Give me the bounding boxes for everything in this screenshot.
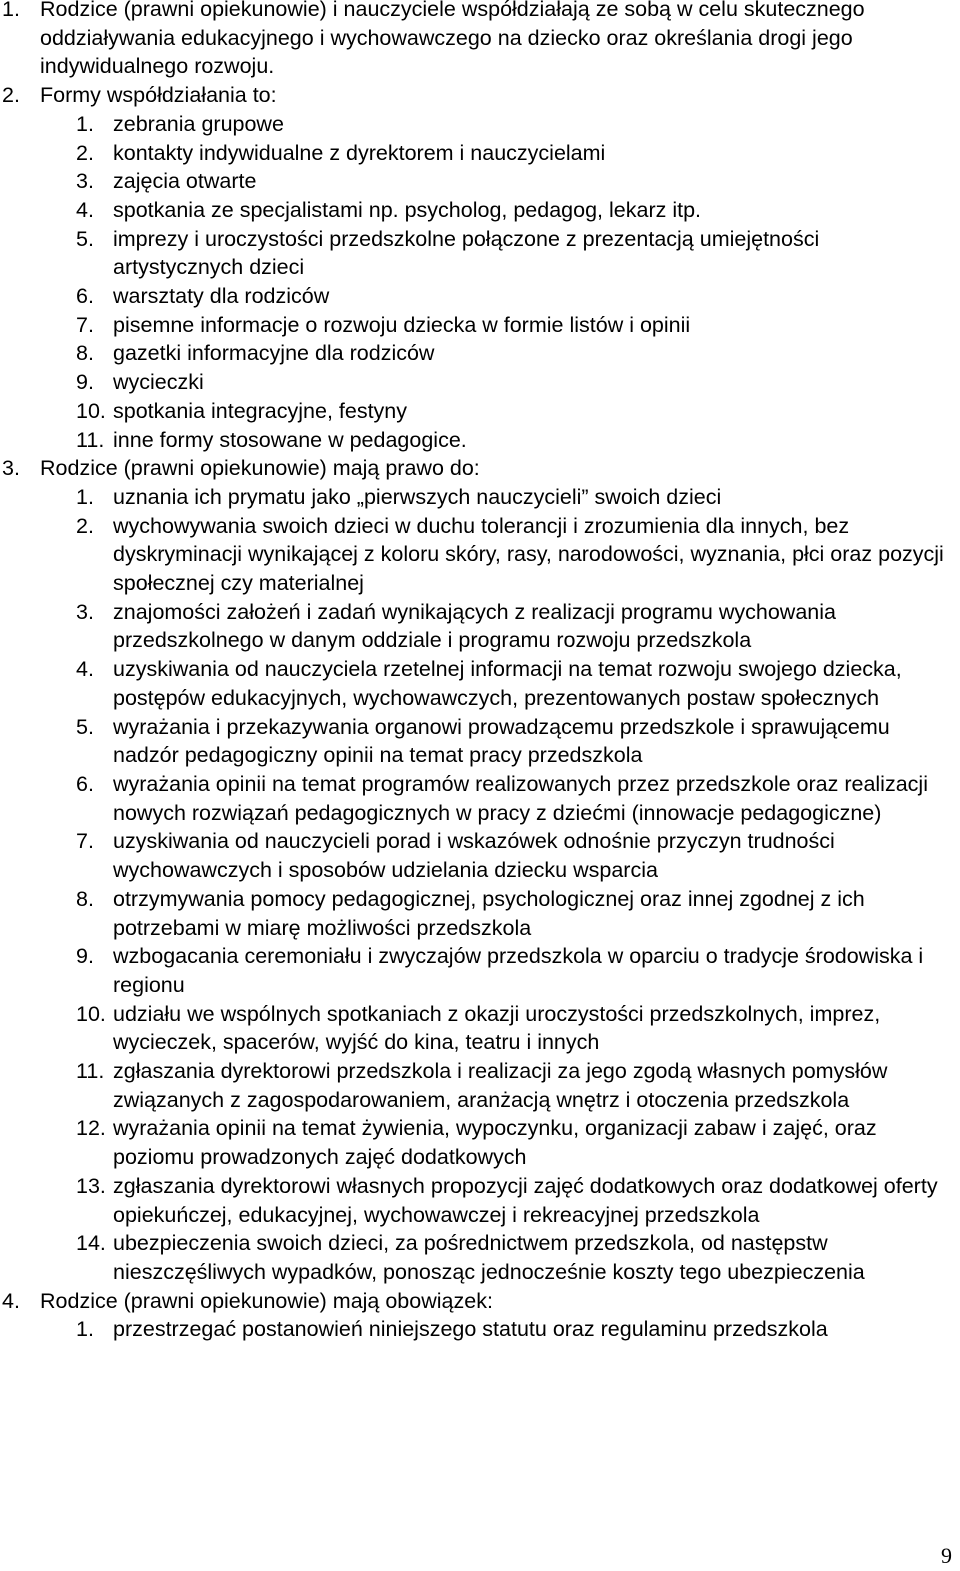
list-item: [0, 311, 960, 340]
item-number: 2.: [76, 513, 94, 538]
item-text: inne formy stosowane w pedagogice.: [113, 427, 467, 452]
list-item: [0, 110, 960, 139]
item-text: udziału we wspólnych spotkaniach z okazji uroczystości przedszkolnych, imprez, wycieczek, spacerów, wyjść do kina, teatru i innych: [113, 1001, 881, 1055]
item-text: ubezpieczenia swoich dzieci, za pośrednictwem przedszkola, od następstw nieszczęśliwych wypadków, ponosząc jednocześnie koszty tego ubezpieczenia: [113, 1231, 865, 1284]
item-number: 11.: [76, 1059, 105, 1084]
list-item: [0, 1057, 960, 1114]
item-number: 5.: [76, 226, 94, 251]
section-item: [0, 0, 960, 81]
item-text: spotkania integracyjne, festyny: [113, 398, 407, 423]
list-item: [0, 196, 960, 225]
item-text: wyrażania i przekazywania organowi prowadzącemu przedszkole i sprawującemu nadzór pedagogiczny opinii na temat pracy przedszkola: [113, 714, 890, 768]
list-item: [0, 1114, 960, 1171]
list-item: [0, 942, 960, 999]
item-number: 4.: [76, 197, 94, 222]
item-number: 13.: [76, 1173, 106, 1198]
item-text: pisemne informacje o rozwoju dziecka w formie listów i opinii: [113, 312, 691, 337]
item-text: wyrażania opinii na temat programów realizowanych przez przedszkole oraz realizacji nowych rozwiązań pedagogicznych w pracy z dziećmi (innowacje pedagogiczne): [113, 771, 928, 825]
item-text: zgłaszania dyrektorowi własnych propozycji zajęć dodatkowych oraz dodatkowej oferty opiekuńczej, edukacyjnej, wychowawczej i rekreacyjnej przedszkola: [113, 1173, 938, 1227]
item-text: znajomości założeń i zadań wynikających z realizacji programu wychowania przedszkolnego w danym oddziale i programu rozwoju przedszkola: [113, 599, 836, 653]
item-number: 2.: [76, 140, 94, 165]
item-text: zgłaszania dyrektorowi przedszkola i realizacji za jego zgodą własnych pomysłów związanych z zagospodarowaniem, aranżacją wnętrz i otoczenia przedszkola: [113, 1059, 888, 1112]
list-item: [0, 770, 960, 827]
item-text: uzyskiwania od nauczycieli porad i wskazówek odnośnie przyczyn trudności wychowawczych i sposobów udzielania dziecku wsparcia: [113, 829, 835, 883]
list-item: [0, 397, 960, 426]
item-text: przestrzegać postanowień niniejszego statutu oraz regulaminu przedszkola: [113, 1317, 828, 1342]
item-number: 1.: [76, 484, 94, 509]
list-item: [0, 655, 960, 712]
list-item: [0, 225, 960, 282]
item-text: zajęcia otwarte: [113, 169, 257, 194]
item-text: wychowywania swoich dzieci w duchu tolerancji i zrozumienia dla innych, bez dyskryminacji wynikającej z koloru skóry, rasy, narodowości, wyznania, płci oraz pozycji społecznej czy materialnej: [113, 513, 944, 596]
item-number: 14.: [76, 1231, 106, 1256]
list-item: [0, 368, 960, 397]
item-number: 10.: [76, 398, 106, 423]
item-text: spotkania ze specjalistami np. psycholog, pedagog, lekarz itp.: [113, 197, 702, 222]
list-item: [0, 339, 960, 368]
page-number: 9: [941, 1543, 952, 1568]
item-number: 7.: [76, 312, 94, 337]
item-number: 12.: [76, 1116, 106, 1141]
item-number: 3.: [2, 456, 20, 481]
list-item: [0, 139, 960, 168]
list-item: [0, 598, 960, 655]
section-item: [0, 454, 960, 483]
item-text: zebrania grupowe: [113, 111, 284, 136]
item-text: wyrażania opinii na temat żywienia, wypoczynku, organizacji zabaw i zajęć, oraz poziomu prowadzonych zajęć dodatkowych: [113, 1116, 877, 1170]
item-number: 8.: [76, 886, 94, 911]
item-number: 4.: [2, 1288, 20, 1313]
list-item: [0, 282, 960, 311]
item-text: Formy współdziałania to:: [40, 83, 277, 108]
item-number: 5.: [76, 714, 94, 739]
list-item: [0, 483, 960, 512]
item-number: 8.: [76, 341, 94, 366]
item-text: Rodzice (prawni opiekunowie) mają prawo do:: [40, 456, 480, 481]
item-number: 3.: [76, 599, 94, 624]
item-text: imprezy i uroczystości przedszkolne połączone z prezentacją umiejętności artystycznych dzieci: [113, 226, 820, 280]
item-number: 11.: [76, 427, 105, 452]
section-item: [0, 81, 960, 110]
list-item: [0, 1229, 960, 1286]
item-number: 1.: [76, 1317, 94, 1342]
item-number: 10.: [76, 1001, 106, 1026]
item-number: 9.: [76, 370, 94, 395]
item-text: gazetki informacyjne dla rodziców: [113, 341, 435, 366]
item-number: 2.: [2, 83, 20, 108]
item-number: 7.: [76, 829, 94, 854]
list-item: [0, 1315, 960, 1344]
item-number: 1.: [2, 0, 20, 21]
item-number: 4.: [76, 657, 94, 682]
list-item: [0, 167, 960, 196]
list-item: [0, 1172, 960, 1229]
item-number: 9.: [76, 944, 94, 969]
item-text: kontakty indywidualne z dyrektorem i nauczycielami: [113, 140, 606, 165]
list-item: [0, 885, 960, 942]
list-item: [0, 827, 960, 884]
item-text: uzyskiwania od nauczyciela rzetelnej informacji na temat rozwoju swojego dziecka, postępów edukacyjnych, wychowawczych, prezentowanych postaw społecznych: [113, 657, 902, 710]
item-text: wycieczki: [113, 370, 204, 395]
item-text: Rodzice (prawni opiekunowie) mają obowiązek:: [40, 1288, 493, 1313]
item-text: warsztaty dla rodziców: [113, 284, 330, 309]
item-text: uznania ich prymatu jako „pierwszych nauczycieli” swoich dzieci: [113, 484, 722, 509]
section-item: [0, 1287, 960, 1316]
list-item: [0, 1000, 960, 1057]
list-item: [0, 512, 960, 598]
item-number: 1.: [76, 111, 94, 136]
item-text: otrzymywania pomocy pedagogicznej, psychologicznej oraz innej zgodnej z ich potrzebami w miarę możliwości przedszkola: [113, 886, 865, 940]
list-item: [0, 426, 960, 455]
list-item: [0, 713, 960, 770]
item-number: 6.: [76, 284, 94, 309]
item-number: 6.: [76, 771, 94, 796]
item-text: wzbogacania ceremoniału i zwyczajów przedszkola w oparciu o tradycje środowiska i regionu: [113, 944, 924, 997]
item-number: 3.: [76, 169, 94, 194]
item-text: Rodzice (prawni opiekunowie) i nauczyciele współdziałają ze sobą w celu skutecznego oddziaływania edukacyjnego i wychowawczego na dziecko oraz określania drogi jego indywidualnego rozwoju.: [40, 0, 865, 79]
